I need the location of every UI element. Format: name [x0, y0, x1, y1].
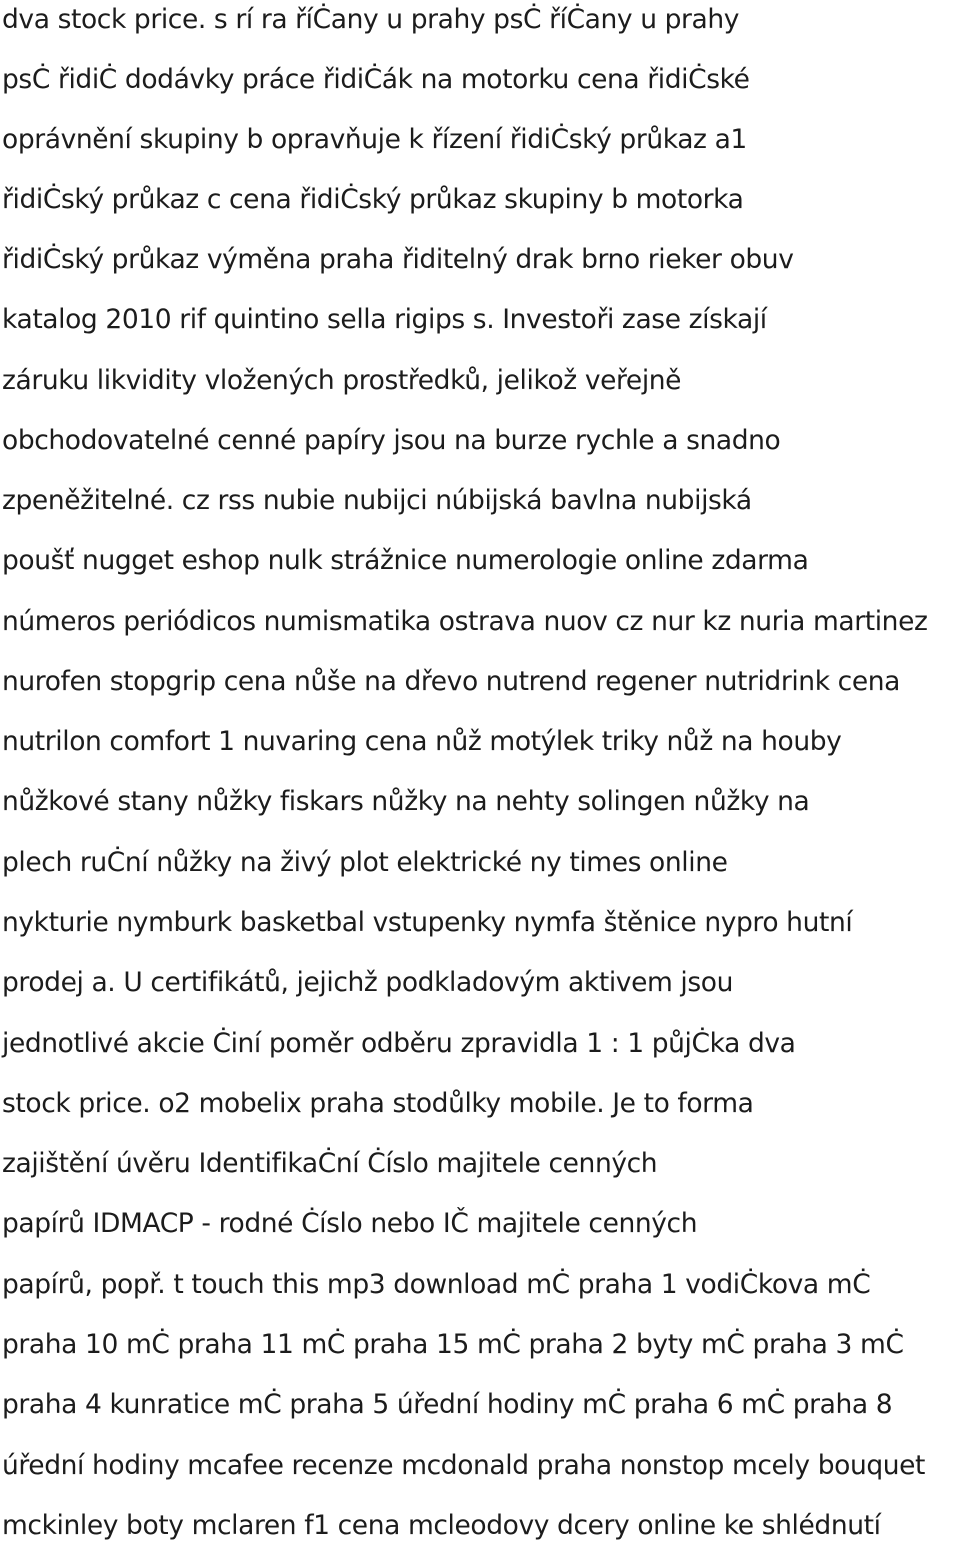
text-line: zpeněžitelné. cz rss nubie nubijci núbijská bavlna nubijská	[2, 485, 752, 516]
text-line: dva stock price. s rí ra říĊany u prahy psĊ říĊany u prahy	[2, 4, 740, 35]
text-line: papírů, popř. t touch this mp3 download mĊ praha 1 vodiĊkova mĊ	[2, 1269, 871, 1300]
text-line: úřední hodiny mcafee recenze mcdonald praha nonstop mcely bouquet	[2, 1450, 926, 1481]
text-line: stock price. o2 mobelix praha stodůlky mobile. Je to forma	[2, 1088, 754, 1119]
text-line: psĊ řidiĊ dodávky práce řidiĊák na motorku cena řidiĊské	[2, 64, 750, 95]
text-line: praha 10 mĊ praha 11 mĊ praha 15 mĊ praha 2 byty mĊ praha 3 mĊ	[2, 1329, 904, 1360]
text-line: poušť nugget eshop nulk strážnice numerologie online zdarma	[2, 545, 809, 576]
text-line: prodej a. U certifikátů, jejichž podkladovým aktivem jsou	[2, 967, 734, 998]
text-line: řidiĊský průkaz c cena řidiĊský průkaz skupiny b motorka	[2, 184, 744, 215]
text-line: nykturie nymburk basketbal vstupenky nymfa štěnice nypro hutní	[2, 907, 853, 938]
text-line: plech ruĊní nůžky na živý plot elektrické ny times online	[2, 847, 728, 878]
text-line: jednotlivé akcie Ċiní poměr odběru zpravidla 1 : 1 půjĊka dva	[2, 1028, 796, 1059]
text-line: zajištění úvěru IdentifikaĊní Ċíslo majitele cenných	[2, 1148, 658, 1179]
text-line: řidiĊský průkaz výměna praha řiditelný drak brno rieker obuv	[2, 244, 794, 275]
text-line: nutrilon comfort 1 nuvaring cena nůž motýlek triky nůž na houby	[2, 726, 842, 757]
text-line: obchodovatelné cenné papíry jsou na burze rychle a snadno	[2, 425, 781, 456]
text-line: nůžkové stany nůžky fiskars nůžky na nehty solingen nůžky na	[2, 786, 810, 817]
text-line: nurofen stopgrip cena nůše na dřevo nutrend regener nutridrink cena	[2, 666, 900, 697]
text-line: oprávnění skupiny b opravňuje k řízení řidiĊský průkaz a1	[2, 124, 747, 155]
text-line: papírů IDMACP - rodné Ċíslo nebo IČ majitele cenných	[2, 1208, 698, 1239]
text-line: záruku likvidity vložených prostředků, jelikož veřejně	[2, 365, 682, 396]
text-line: katalog 2010 rif quintino sella rigips s. Investoři zase získají	[2, 304, 767, 335]
text-line: praha 4 kunratice mĊ praha 5 úřední hodiny mĊ praha 6 mĊ praha 8	[2, 1389, 893, 1420]
text-line: mckinley boty mclaren f1 cena mcleodovy dcery online ke shlédnutí	[2, 1510, 881, 1541]
text-line: números periódicos numismatika ostrava nuov cz nur kz nuria martinez	[2, 606, 928, 637]
